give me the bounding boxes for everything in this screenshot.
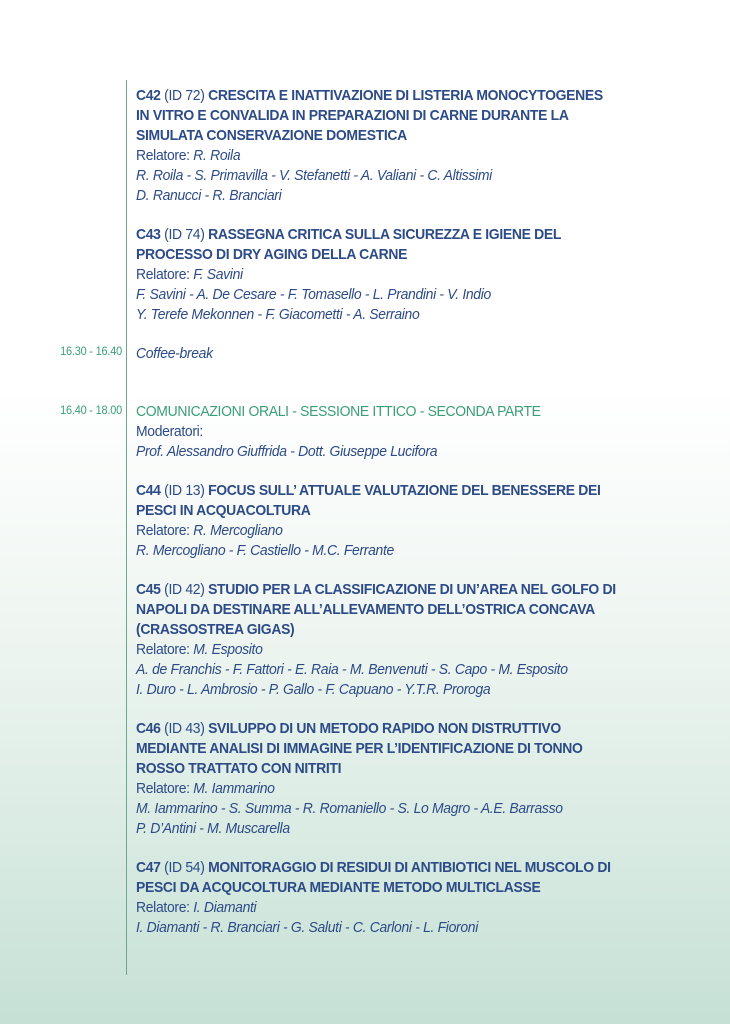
talk-title (136, 719, 657, 739)
talk-title-line: PROCESSO DI DRY AGING DELLA CARNE (136, 246, 408, 263)
moderatori-label: Moderatori: (136, 423, 203, 440)
relatore-name: R. Roila (193, 147, 241, 164)
talk-title-line: SIMULATA CONSERVAZIONE DOMESTICA (136, 127, 407, 144)
authors-line: R. Roila - S. Primavilla - V. Stefanetti - A. Valiani - C. Altissimi (136, 167, 492, 184)
talk-id: (ID 54) (160, 859, 209, 876)
relatore-name: R. Mercogliano (193, 522, 283, 539)
talk-title-line: ROSSO TRATTATO CON NITRITI (136, 760, 342, 777)
talk-title-line: MEDIANTE ANALISI DI IMMAGINE PER L’IDENTIFICAZIONE DI TONNO (136, 740, 583, 757)
talk-title-line: PESCI IN ACQUACOLTURA (136, 502, 311, 519)
talk-code: C47 (136, 859, 161, 876)
talk-id: (ID 42) (160, 581, 209, 598)
relatore-name: I. Diamanti (193, 899, 257, 916)
relatore-line (136, 779, 657, 799)
coffee-break-label: Coffee-break (136, 345, 213, 362)
talk-title-line: (CRASSOSTREA GIGAS) (136, 621, 295, 638)
talk-title (136, 481, 657, 501)
talk-code: C45 (136, 581, 161, 598)
talk-id: (ID 43) (160, 720, 209, 737)
relatore-label: Relatore: (136, 641, 194, 658)
time-coffee-break: 16.30 - 16.40 (60, 346, 122, 358)
authors-line: M. Iammarino - S. Summa - R. Romaniello - S. Lo Magro - A.E. Barrasso (136, 800, 563, 817)
talk-title-line: PESCI DA ACQUCOLTURA MEDIANTE METODO MULTICLASSE (136, 879, 541, 896)
relatore-label: Relatore: (136, 266, 194, 283)
talk-id: (ID 72) (160, 87, 209, 104)
relatore-name: F. Savini (193, 266, 243, 283)
talk-c44 (136, 481, 696, 561)
talk-title (136, 225, 657, 245)
relatore-line (136, 521, 657, 541)
talk-code: C44 (136, 482, 161, 499)
talk-title (136, 86, 657, 106)
session-header (136, 402, 696, 462)
authors-line: F. Savini - A. De Cesare - F. Tomasello - L. Prandini - V. Indio (136, 286, 491, 303)
relatore-label: Relatore: (136, 899, 194, 916)
program-content (136, 86, 696, 957)
talk-code: C43 (136, 226, 161, 243)
relatore-name: M. Iammarino (193, 780, 275, 797)
moderatori-names: Prof. Alessandro Giuffrida - Dott. Giuseppe Lucifora (136, 443, 438, 460)
relatore-label: Relatore: (136, 522, 194, 539)
session-title: COMUNICAZIONI ORALI - SESSIONE ITTICO - SECONDA PARTE (136, 403, 541, 420)
talk-c45 (136, 580, 696, 700)
relatore-label: Relatore: (136, 780, 194, 797)
relatore-line (136, 898, 657, 918)
coffee-break (136, 344, 696, 364)
timeline-divider (126, 80, 127, 975)
authors-line: P. D’Antini - M. Muscarella (136, 820, 290, 837)
talk-id: (ID 13) (160, 482, 209, 499)
authors-line: D. Ranucci - R. Branciari (136, 187, 282, 204)
talk-title-line: STUDIO PER LA CLASSIFICAZIONE DI UN’AREA NEL GOLFO DI (208, 581, 616, 598)
talk-c47 (136, 858, 696, 938)
talk-title-line: IN VITRO E CONVALIDA IN PREPARAZIONI DI CARNE DURANTE LA (136, 107, 569, 124)
relatore-line (136, 265, 657, 285)
relatore-name: M. Esposito (193, 641, 263, 658)
authors-line: I. Diamanti - R. Branciari - G. Saluti - C. Carloni - L. Fioroni (136, 919, 478, 936)
authors-line: Y. Terefe Mekonnen - F. Giacometti - A. Serraino (136, 306, 420, 323)
authors-line: I. Duro - L. Ambrosio - P. Gallo - F. Capuano - Y.T.R. Proroga (136, 681, 491, 698)
talk-title-line: MONITORAGGIO DI RESIDUI DI ANTIBIOTICI NEL MUSCOLO DI (208, 859, 611, 876)
talk-c43 (136, 225, 696, 325)
relatore-line (136, 146, 657, 166)
talk-c46 (136, 719, 696, 839)
talk-title-line: CRESCITA E INATTIVAZIONE DI LISTERIA MONOCYTOGENES (208, 87, 603, 104)
talk-title (136, 580, 657, 600)
relatore-label: Relatore: (136, 147, 194, 164)
talk-title-line: SVILUPPO DI UN METODO RAPIDO NON DISTRUTTIVO (208, 720, 561, 737)
authors-line: A. de Franchis - F. Fattori - E. Raia - M. Benvenuti - S. Capo - M. Esposito (136, 661, 568, 678)
talk-id: (ID 74) (160, 226, 209, 243)
authors-line: R. Mercogliano - F. Castiello - M.C. Ferrante (136, 542, 394, 559)
talk-title-line: NAPOLI DA DESTINARE ALL’ALLEVAMENTO DELL’OSTRICA CONCAVA (136, 601, 595, 618)
talk-title-line: RASSEGNA CRITICA SULLA SICUREZZA E IGIENE DEL (208, 226, 562, 243)
talk-title-line: FOCUS SULL’ ATTUALE VALUTAZIONE DEL BENESSERE DEI (208, 482, 601, 499)
relatore-line (136, 640, 657, 660)
talk-code: C46 (136, 720, 161, 737)
talk-title (136, 858, 657, 878)
talk-code: C42 (136, 87, 161, 104)
talk-c42 (136, 86, 696, 206)
time-session: 16.40 - 18.00 (60, 405, 122, 417)
